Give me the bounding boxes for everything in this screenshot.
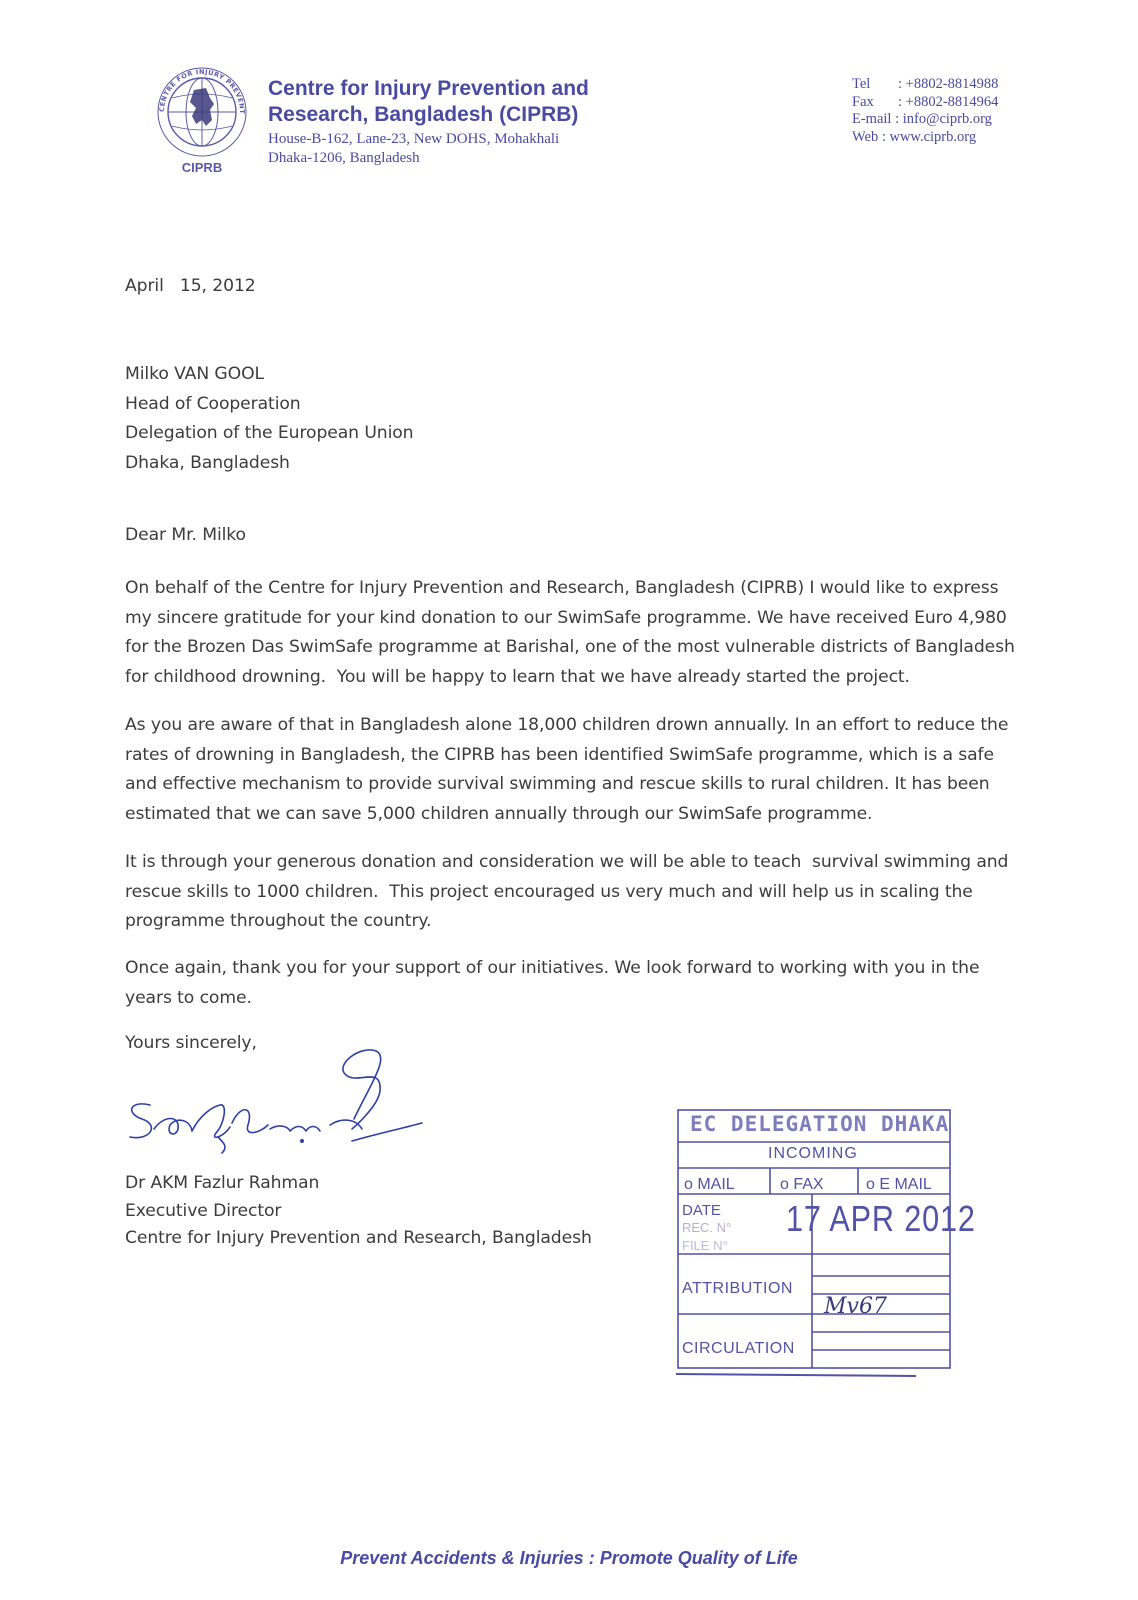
paragraph-line: years to come. xyxy=(125,987,252,1008)
contact-block xyxy=(852,76,1072,146)
recipient-organization: Delegation of the European Union xyxy=(125,423,414,443)
paragraph-line: programme throughout the country. xyxy=(125,911,432,931)
stamp-header: EC DELEGATION DHAKA xyxy=(690,1112,950,1136)
org-name-line-2: Research, Bangladesh (CIPRB) xyxy=(268,103,579,126)
recipient-name: Milko VAN GOOL xyxy=(125,364,264,384)
signatory-organization: Centre for Injury Prevention and Research, Bangladesh xyxy=(125,1228,592,1248)
signature-image xyxy=(120,1045,440,1175)
stamp-mail-option: o MAIL xyxy=(684,1176,735,1193)
stamp-email-option: o E MAIL xyxy=(866,1176,932,1193)
recipient-block xyxy=(125,360,413,478)
paragraph-line: for childhood drowning. You will be happy to learn that we have already started the project. xyxy=(125,666,910,687)
paragraph-line: rescue skills to 1000 children. This project encouraged us very much and will help us in scaling the xyxy=(125,881,973,902)
address-line-1: House-B-162, Lane-23, New DOHS, Mohakhali xyxy=(268,131,560,147)
paragraph-line: On behalf of the Centre for Injury Prevention and Research, Bangladesh (CIPRB) I would like to express xyxy=(125,578,999,598)
paragraph xyxy=(125,574,1035,692)
stamp-rec-label: REC. N° xyxy=(682,1220,732,1235)
paragraph xyxy=(125,848,1035,937)
signatory-title: Executive Director xyxy=(125,1200,282,1221)
recipient-city: Dhaka, Bangladesh xyxy=(125,452,290,473)
address-line-2: Dhaka-1206, Bangladesh xyxy=(268,150,420,166)
stamp-attribution-handwritten: Mv67 xyxy=(824,1294,887,1319)
paragraph-line: Once again, thank you for your support of our initiatives. We look forward to working with you in the xyxy=(125,958,980,978)
contact-email: E-mail : info@ciprb.org xyxy=(852,111,992,127)
stamp-circulation-label: CIRCULATION xyxy=(682,1340,795,1357)
stamp-file-label: FILE N° xyxy=(682,1238,728,1253)
paragraph-line: It is through your generous donation and consideration we will be able to teach survival swimming and xyxy=(125,852,1009,872)
organization-address xyxy=(268,130,668,168)
organization-name xyxy=(268,76,688,128)
contact-tel: Tel : +8802-8814988 xyxy=(852,76,999,92)
salutation: Dear Mr. Milko xyxy=(125,525,246,545)
stamp-fax-option: o FAX xyxy=(780,1176,824,1193)
paragraph-line: and effective mechanism to provide survival swimming and rescue skills to rural children. It has been xyxy=(125,774,990,794)
paragraph xyxy=(125,711,1035,829)
paragraph xyxy=(125,954,1035,1013)
paragraph-line: estimated that we can save 5,000 children annually through our SwimSafe programme. xyxy=(125,803,873,824)
ciprb-logo xyxy=(152,60,252,180)
paragraph-line: for the Brozen Das SwimSafe programme at Barishal, one of the most vulnerable districts of Bangladesh xyxy=(125,637,1015,657)
closing: Yours sincerely, xyxy=(125,1033,257,1053)
letter-date: April 15, 2012 xyxy=(125,276,256,296)
paragraph-line: As you are aware of that in Bangladesh alone 18,000 children drown annually. In an effort to reduce the xyxy=(125,715,1009,735)
stamp-date-label: DATE xyxy=(682,1202,721,1219)
signatory-block xyxy=(125,1170,592,1253)
stamp-attribution-label: ATTRIBUTION xyxy=(682,1280,793,1297)
recipient-title: Head of Cooperation xyxy=(125,393,301,414)
paragraph-line: rates of drowning in Bangladesh, the CIPRB has been identified SwimSafe programme, which is a safe xyxy=(125,744,994,765)
incoming-stamp xyxy=(676,1108,976,1380)
footer-tagline: Prevent Accidents & Injuries : Promote Quality of Life xyxy=(340,1548,798,1568)
contact-fax: Fax : +8802-8814964 xyxy=(852,93,999,110)
signatory-name: Dr AKM Fazlur Rahman xyxy=(125,1173,320,1193)
org-name-line-1: Centre for Injury Prevention and xyxy=(268,77,589,100)
paragraph-line: my sincere gratitude for your kind donation to our SwimSafe programme. We have received Euro 4,980 xyxy=(125,607,1007,628)
stamp-date-value: 17 APR 2012 xyxy=(786,1198,976,1239)
logo-text: CIPRB xyxy=(181,160,223,175)
stamp-incoming-label: INCOMING xyxy=(768,1145,858,1162)
logo-ring-text: CENTRE FOR INJURY PREVENT xyxy=(157,67,247,115)
contact-web: Web : www.ciprb.org xyxy=(852,128,977,145)
